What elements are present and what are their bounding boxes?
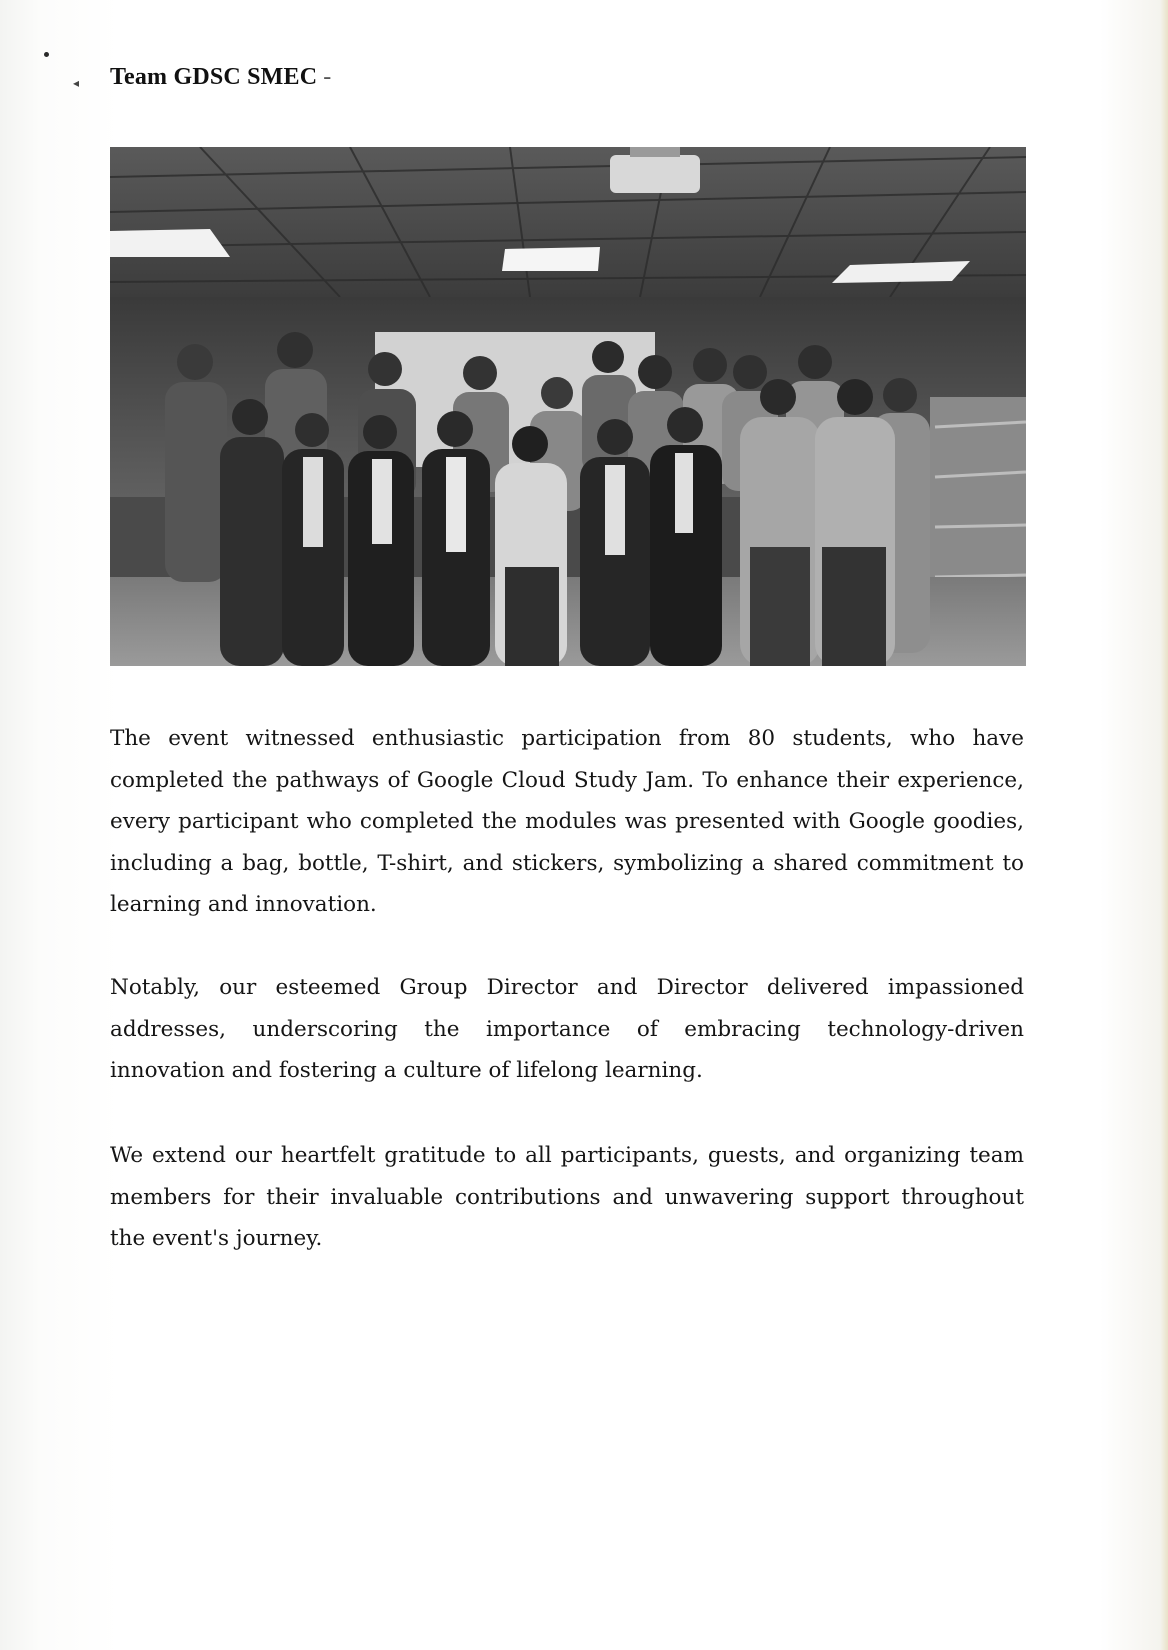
heading-dash: - <box>323 64 332 90</box>
paragraph-addresses: Notably, our esteemed Group Director and Director delivered impassioned addresses, underscoring the importance of embracing technology-driven innovation and fostering a culture of lifelong learning. <box>110 975 1024 1083</box>
heading-text: Team GDSC SMEC <box>110 64 318 90</box>
section-heading <box>110 64 331 91</box>
paragraph-participation: The event witnessed enthusiastic participation from 80 students, who have completed the pathways of Google Cloud Study Jam. To enhance their experience, every participant who completed the modules was presented with Google goodies, including a bag, bottle, T-shirt, and stickers, symbolizing a shared commitment to learning and innovation. <box>110 726 1024 917</box>
group-photo <box>110 147 1026 666</box>
paragraph-gratitude: We extend our heartfelt gratitude to all participants, guests, and organizing team members for their invaluable contributions and unwavering support throughout the event's journey. <box>110 1143 1024 1251</box>
stray-mark <box>44 52 49 57</box>
bullet-icon: ◂ <box>73 76 80 90</box>
